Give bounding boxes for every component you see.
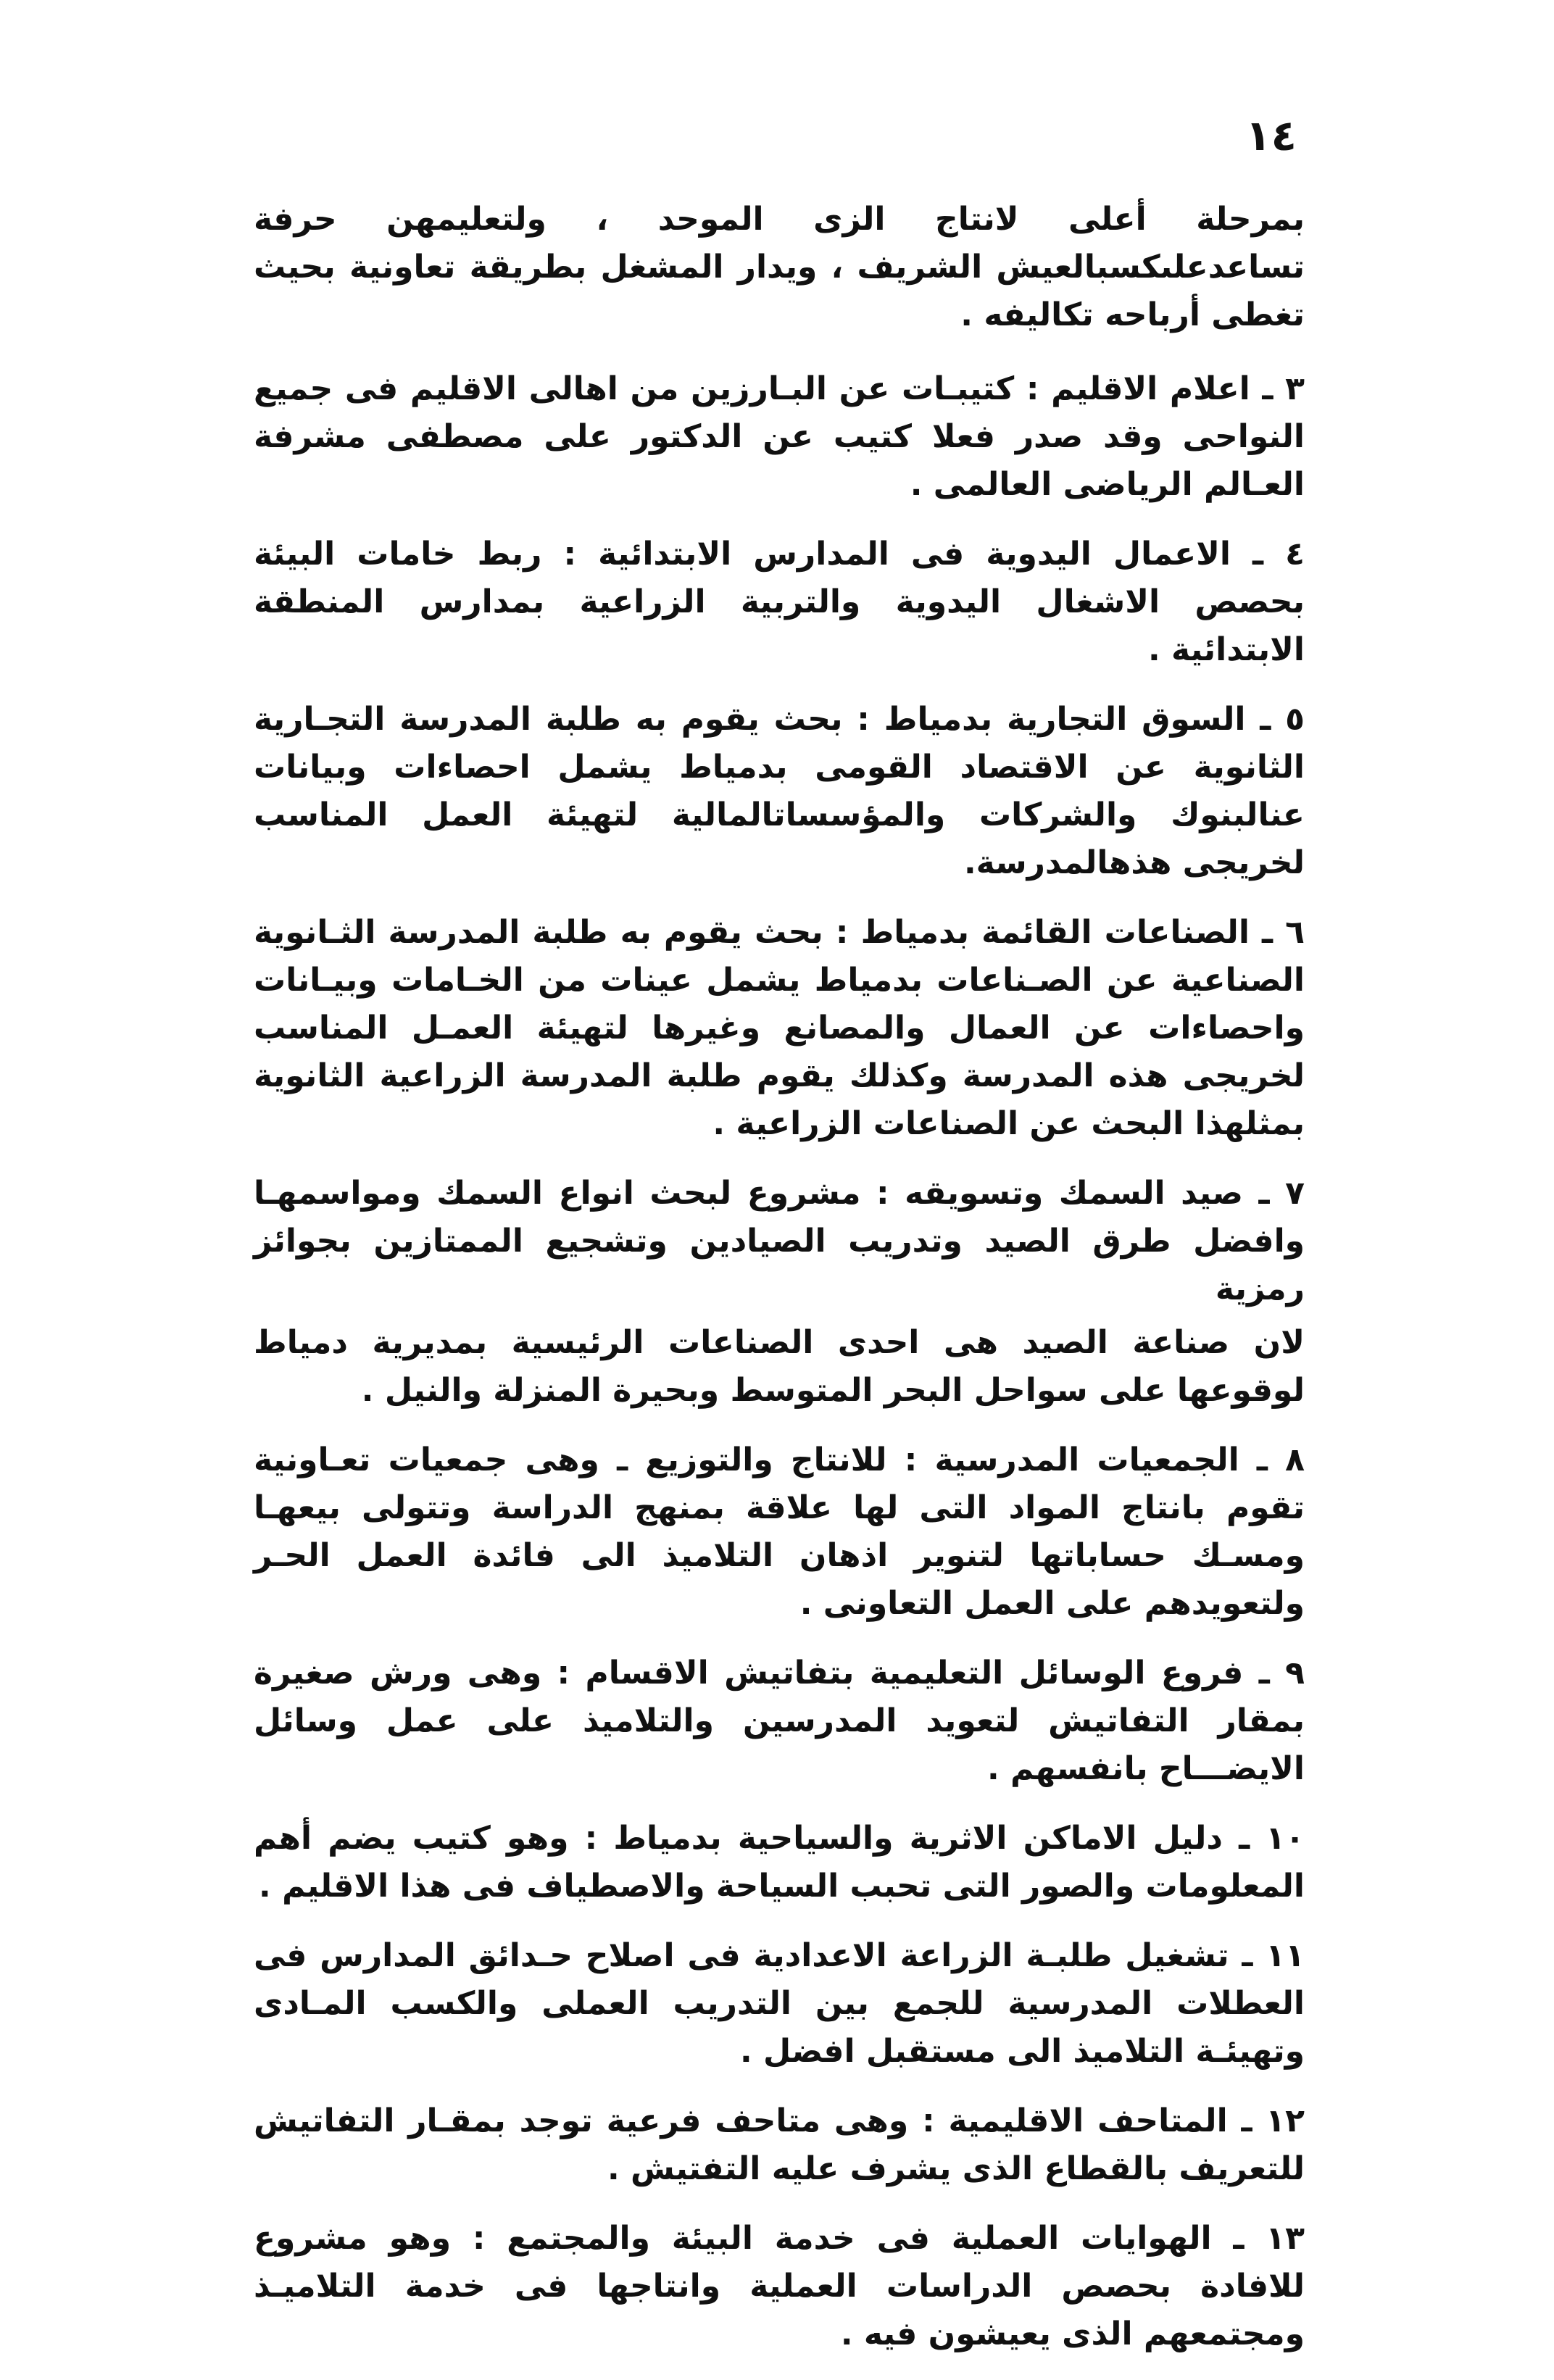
paragraph-item-6: ٦ ـ الصناعات القائمة بدمياط : بحث يقوم به طلبة المدرسة الثـانوية الصناعية عن الصـناعات بدمياط يشمل عينات من الخـامات وبيـانات واحصاءات عن العمال والمصانع وغيرها لتهيئة العمـل المناسب لخريجى هذه المدرسة وكذلك يقوم طلبة المدرسة الزراعية الثانوية بمثلهذا البحث عن الصناعات الزراعية . [254, 914, 1305, 1142]
page-body [254, 196, 1305, 2380]
paragraph-item-7: ٧ ـ صيد السمك وتسويقه : مشروع لبحث انواع السمك ومواسمهـا وافضل طرق الصيد وتدريب الصيادين وتشجيع الممتازين بجوائز رمزية [254, 1175, 1305, 1307]
paragraph-item-3: ٣ ـ اعلام الاقليم : كتيبـات عن البـارزين من اهالى الاقليم فى جميع النواحى وقد صدر فعلا كتيب عن الدكتور على مصطفى مشرفة العـالم الرياضى العالمى . [254, 370, 1305, 503]
paragraph-continuation: بمرحلة أعلى لانتاج الزى الموحد ، ولتعليمهن حرفة تساعدعلىكسبالعيش الشريف ، ويدار المشغل بطريقة تعاونية بحيث تغطى أرباحه تكاليفه . [254, 201, 1305, 333]
paragraph-item-8: ٨ ـ الجمعيات المدرسية : للانتاج والتوزيع ـ وهى جمعيات تعـاونية تقوم بانتاج المواد التى لها علاقة بمنهج الدراسة وتتولى بيعهـا ومسـك حساباتها لتنوير اذهان التلاميذ الى فائدة العمل الحـر ولتعويدهم على العمل التعاونى . [254, 1441, 1305, 1622]
paragraph-item-9: ٩ ـ فروع الوسائل التعليمية بتفاتيش الاقسام : وهى ورش صغيرة بمقار التفاتيش لتعويد المدرسين والتلاميذ على عمل وسائل الايضـــاح بانفسهم . [254, 1655, 1305, 1787]
paragraph-item-12: ١٢ ـ المتاحف الاقليمية : وهى متاحف فرعية توجد بمقـار التفاتيش للتعريف بالقطاع الذى يشرف عليه التفتيش . [254, 2102, 1305, 2187]
paragraph-item-7-continued: لان صناعة الصيد هى احدى الصناعات الرئيسية بمديرية دمياط لوقوعها على سواحل البحر المتوسط وبحيرة المنزلة والنيل . [254, 1324, 1305, 1409]
paragraph-item-5: ٥ ـ السوق التجارية بدمياط : بحث يقوم به طلبة المدرسة التجـارية الثانوية عن الاقتصاد القومى بدمياط يشمل احصاءات وبيانات عنالبنوك والشركات والمؤسساتالمالية لتهيئة العمل المناسب لخريجى هذهالمدرسة. [254, 701, 1305, 881]
page-number: ١٤ [1245, 111, 1297, 160]
paragraph-item-13: ١٣ ـ الهوايات العملية فى خدمة البيئة والمجتمع : وهو مشروع للافادة بحصص الدراسات العملية وانتاجها فى خدمة التلاميـذ ومجتمعهم الذى يعيشون فيه . [254, 2220, 1305, 2352]
paragraph-item-11: ١١ ـ تشغيل طلبـة الزراعة الاعدادية فى اصلاح حـدائق المدارس فى العطلات المدرسية للجمع بين التدريب العملى والكسب المـادى وتهيئـة التلاميذ الى مستقبل افضل . [254, 1937, 1305, 2070]
paragraph-item-10: ١٠ ـ دليل الاماكن الاثرية والسياحية بدمياط : وهو كتيب يضم أهم المعلومات والصور التى تحبب السياحة والاصطياف فى هذا الاقليم . [254, 1820, 1305, 1905]
paragraph-item-4: ٤ ـ الاعمال اليدوية فى المدارس الابتدائية : ربط خامات البيئة بحصص الاشغال اليدوية والتربية الزراعية بمدارس المنطقة الابتدائية . [254, 536, 1305, 668]
